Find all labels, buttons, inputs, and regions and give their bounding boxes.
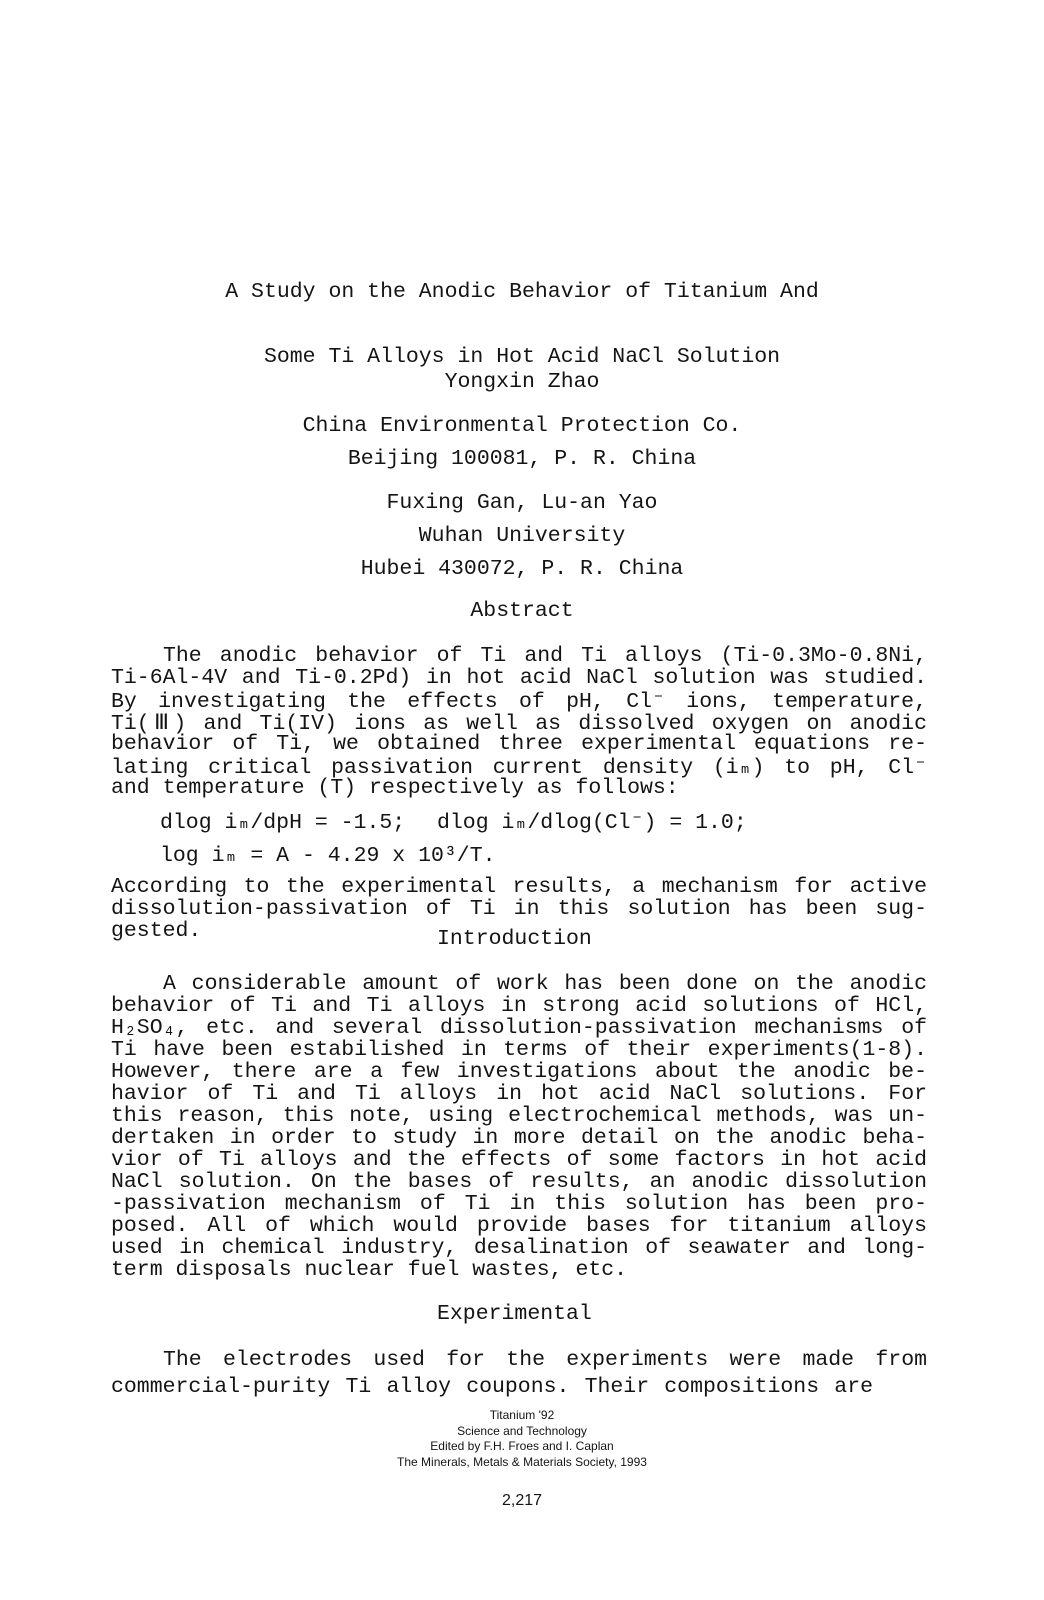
page-number: 2,217 xyxy=(501,1492,543,1509)
experimental-heading: Experimental xyxy=(437,1302,592,1326)
coauthor-affiliation: Wuhan University xyxy=(418,524,626,548)
publication-footer xyxy=(0,1408,1044,1470)
introduction-line: havior of Ti and Ti alloys in hot acid NaCl solutions. For xyxy=(111,1082,927,1106)
introduction-line: Ti have been estabilished in terms of their experiments(1-8). xyxy=(111,1038,927,1062)
title-line-2: Some Ti Alloys in Hot Acid NaCl Solution xyxy=(263,345,781,369)
footer-line: Edited by F.H. Froes and I. Caplan xyxy=(430,1439,614,1453)
footer-line: The Minerals, Metals & Materials Society, 1993 xyxy=(397,1454,647,1469)
introduction-line: behavior of Ti and Ti alloys in strong acid solutions of HCl, xyxy=(111,994,927,1018)
introduction-line: this reason, this note, using electrochemical methods, was un- xyxy=(111,1104,927,1128)
abstract-line: Ti-6Al-4V and Ti-0.2Pd) in hot acid NaCl solution was studied. xyxy=(111,666,927,690)
abstract-line: Ti(Ⅲ) and Ti(IV) ions as well as dissolved oxygen on anodic xyxy=(111,712,927,736)
author-name: Yongxin Zhao xyxy=(444,370,600,394)
title-line-1: A Study on the Anodic Behavior of Titanium And xyxy=(225,280,819,304)
abstract-closing-line: dissolution-passivation of Ti in this solution has been sug- xyxy=(111,897,927,921)
abstract-heading: Abstract xyxy=(470,599,574,623)
abstract-closing-line: According to the experimental results, a mechanism for active xyxy=(111,875,927,899)
footer-line: Science and Technology xyxy=(457,1423,587,1438)
abstract-line: lating critical passivation current density (iₘ) to pH, Cl⁻ xyxy=(111,756,927,780)
introduction-line: -passivation mechanism of Ti in this solution has been pro- xyxy=(111,1192,927,1216)
experimental-line: commercial-purity Ti alloy coupons. Their compositions are xyxy=(111,1375,873,1399)
equation-chloride: dlog iₘ/dlog(Cl⁻) = 1.0; xyxy=(437,811,747,835)
introduction-line: dertaken in order to study in more detail on the anodic beha- xyxy=(111,1126,927,1150)
author-affiliation: China Environmental Protection Co. xyxy=(302,414,742,438)
footer-line: Titanium '92 xyxy=(489,1408,555,1422)
introduction-line: term disposals nuclear fuel wastes, etc. xyxy=(111,1258,628,1282)
abstract-line: and temperature (T) respectively as follows: xyxy=(111,776,679,800)
abstract-closing-line: gested. xyxy=(111,919,202,943)
coauthor-address: Hubei 430072, P. R. China xyxy=(360,557,684,581)
author-address: Beijing 100081, P. R. China xyxy=(347,447,697,471)
equation-temperature: log iₘ = A - 4.29 x 10³/T. xyxy=(160,844,496,868)
experimental-line: The electrodes used for the experiments were made from xyxy=(163,1348,927,1372)
introduction-line: However, there are a few investigations about the anodic be- xyxy=(111,1060,927,1084)
abstract-line: behavior of Ti, we obtained three experimental equations re- xyxy=(111,732,927,756)
introduction-line: A considerable amount of work has been done on the anodic xyxy=(163,972,927,996)
introduction-line: NaCl solution. On the bases of results, an anodic dissolution xyxy=(111,1170,927,1194)
introduction-line: used in chemical industry, desalination of seawater and long- xyxy=(111,1236,927,1260)
equation-ph: dlog iₘ/dpH = -1.5; xyxy=(160,811,406,835)
abstract-line: By investigating the effects of pH, Cl⁻ ions, temperature, xyxy=(111,690,927,714)
introduction-line: vior of Ti alloys and the effects of some factors in hot acid xyxy=(111,1148,927,1172)
coauthor-names: Fuxing Gan, Lu-an Yao xyxy=(386,491,658,515)
introduction-line: posed. All of which would provide bases for titanium alloys xyxy=(111,1214,927,1238)
introduction-heading: Introduction xyxy=(437,927,592,951)
abstract-line: The anodic behavior of Ti and Ti alloys (Ti-0.3Mo-0.8Ni, xyxy=(163,644,927,668)
introduction-line: H₂SO₄, etc. and several dissolution-passivation mechanisms of xyxy=(111,1016,927,1040)
